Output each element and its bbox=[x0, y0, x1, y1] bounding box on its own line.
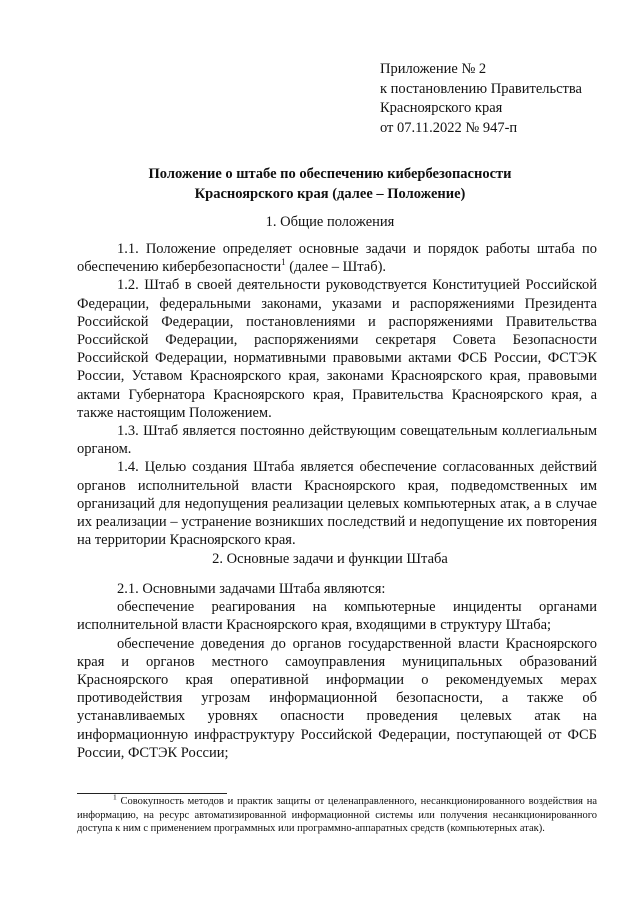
paragraph-1-1-tail: (далее – Штаб). bbox=[285, 259, 387, 276]
section-1-heading: 1. Общие положения bbox=[265, 214, 395, 230]
footnote-ref: 1 bbox=[281, 257, 286, 268]
footnote-text-block bbox=[77, 792, 597, 836]
title-line-2: Красноярского края (далее – Положение) bbox=[194, 185, 466, 202]
section-2-body bbox=[77, 580, 597, 762]
paragraph-1-1 bbox=[77, 240, 597, 276]
appendix-date: от 07.11.2022 № 947-п bbox=[380, 119, 518, 136]
task-item-2: обеспечение доведения до органов государственной власти Красноярского края и органов местного самоуправления муниципальных образований Красноярского края оперативной информации о рекомендуемых мерах противодействия угрозам информационной безопасности, а также об устанавливаемых уровнях опасности проведения целевых атак на информационную инфраструктуру Российской Федерации, поступающей от ФСБ России, ФСТЭК России; bbox=[77, 635, 597, 761]
footnote-divider bbox=[77, 793, 227, 794]
document-title bbox=[60, 165, 600, 204]
appendix-region: Красноярского края bbox=[380, 100, 503, 116]
footnote-mark: 1 bbox=[113, 792, 117, 802]
paragraph-1-3: 1.3. Штаб является постоянно действующим совещательным коллегиальным органом. bbox=[77, 423, 597, 458]
footnote-text: Совокупность методов и практик защиты от целенаправленного, несанкционированного воздействия на информацию, на ресурс автоматизированной информационной системы или получения несанкционированного доступа к ним с применением программных или программно-аппаратных средств (компьютерных атак). bbox=[77, 796, 597, 834]
section-1-body bbox=[77, 240, 597, 549]
appendix-block bbox=[380, 60, 630, 138]
paragraph-1-1-text: 1.1. Положение определяет основные задачи и порядок работы штаба по обеспечению кибербезопасности bbox=[77, 241, 597, 276]
title-line-1: Положение о штабе по обеспечению кибербезопасности bbox=[148, 166, 512, 182]
task-item-1: обеспечение реагирования на компьютерные инциденты органами исполнительной власти Красноярского края, входящими в структуру Штаба; bbox=[77, 599, 597, 634]
section-2-heading: 2. Основные задачи и функции Штаба bbox=[212, 551, 448, 567]
paragraph-2-1: 2.1. Основными задачами Штаба являются: bbox=[117, 581, 386, 597]
footnote bbox=[77, 792, 597, 836]
paragraph-1-2: 1.2. Штаб в своей деятельности руководствуется Конституцией Российской Федерации, федеральными законами, указами и распоряжениями Президента Российской Федерации, постановлениями и распоряжениями Правительства Российской Федерации, распоряжениями секретаря Совета Безопасности Российской Федерации, нормативными правовыми актами ФСБ России, ФСТЭК России, Уставом Красноярского края, законами Красноярского края, правовыми актами Губернатора Красноярского края, Правительства Красноярского края, а также настоящим Положением. bbox=[77, 277, 597, 421]
appendix-decree-ref: к постановлению Правительства bbox=[380, 80, 582, 97]
appendix-number: Приложение № 2 bbox=[380, 61, 487, 77]
paragraph-1-4: 1.4. Целью создания Штаба является обеспечение согласованных действий органов исполнительной власти Красноярского края, подведомственных им организаций для недопущения реализации целевых компьютерных атак, а в случае их реализации – устранение возникших последствий и недопущение их повторения на территории Красноярского края. bbox=[77, 459, 597, 549]
